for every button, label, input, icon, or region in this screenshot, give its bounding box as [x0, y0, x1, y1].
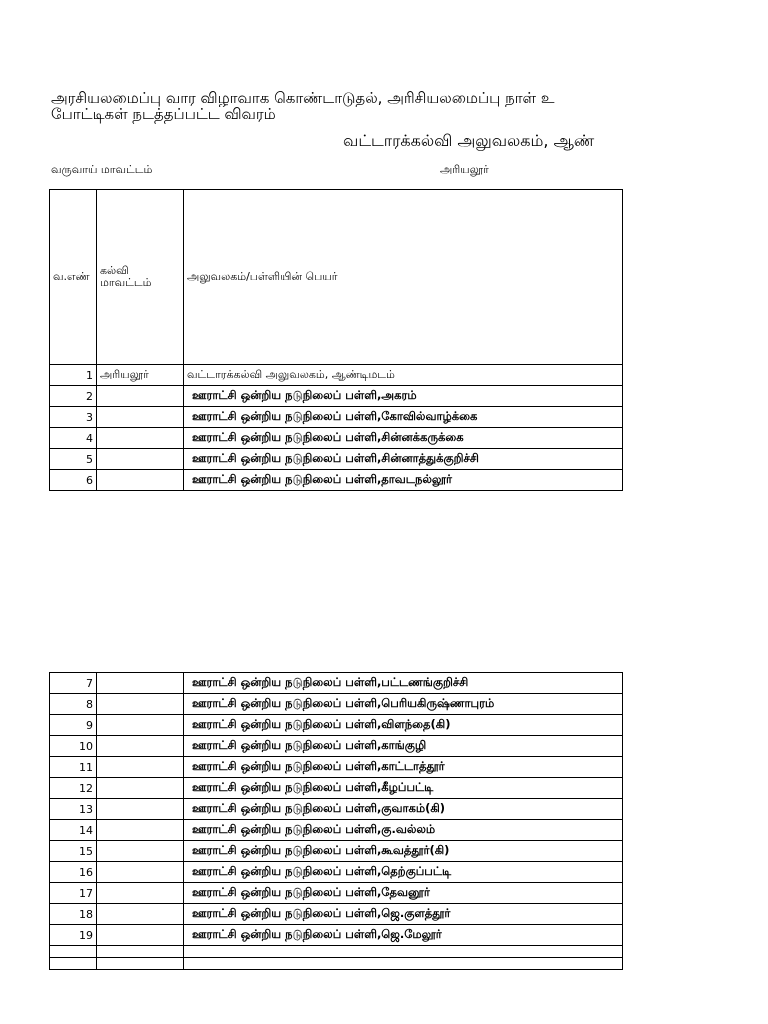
row-name: ஊராட்சி ஒன்றிய நடுநிலைப் பள்ளி,தெற்குப்பட்டி: [184, 862, 623, 883]
row-serial: 11: [50, 757, 97, 778]
table-row: [50, 407, 623, 428]
column-header-serial: வ.எண்: [50, 190, 97, 365]
row-name: ஊராட்சி ஒன்றிய நடுநிலைப் பள்ளி,பெரியகிருஷ்ணாபுரம்: [184, 694, 623, 715]
table-row: [50, 470, 623, 491]
revenue-district-label: வருவாய் மாவட்டம்: [51, 163, 153, 176]
row-district: [97, 449, 184, 470]
row-serial: 4: [50, 428, 97, 449]
row-name: ஊராட்சி ஒன்றிய நடுநிலைப் பள்ளி,ஜெ.குளத்தூர்: [184, 904, 623, 925]
row-serial: 5: [50, 449, 97, 470]
row-district: [97, 820, 184, 841]
row-name: ஊராட்சி ஒன்றிய நடுநிலைப் பள்ளி,அகரம்: [184, 386, 623, 407]
row-serial: 2: [50, 386, 97, 407]
row-name: ஊராட்சி ஒன்றிய நடுநிலைப் பள்ளி,தேவனூர்: [184, 883, 623, 904]
table-row: [50, 820, 623, 841]
row-name: வட்டாரக்கல்வி அலுவலகம், ஆண்டிமடம்: [184, 365, 623, 386]
row-name: ஊராட்சி ஒன்றிய நடுநிலைப் பள்ளி,தாவடநல்லூர்: [184, 470, 623, 491]
row-district: [97, 778, 184, 799]
row-district: [97, 757, 184, 778]
table-row: [50, 736, 623, 757]
row-serial: 3: [50, 407, 97, 428]
row-serial: 18: [50, 904, 97, 925]
row-serial: 8: [50, 694, 97, 715]
row-district: [97, 673, 184, 694]
schools-table-continued: [49, 672, 623, 970]
row-name: ஊராட்சி ஒன்றிய நடுநிலைப் பள்ளி,சின்னாத்துக்குறிச்சி: [184, 449, 623, 470]
row-district: [97, 470, 184, 491]
empty-cell: [184, 958, 623, 970]
row-district: [97, 428, 184, 449]
row-name: ஊராட்சி ஒன்றிய நடுநிலைப் பள்ளி,சின்னக்கருக்கை: [184, 428, 623, 449]
row-name: ஊராட்சி ஒன்றிய நடுநிலைப் பள்ளி,கூவத்தூர்(கி): [184, 841, 623, 862]
row-name: ஊராட்சி ஒன்றிய நடுநிலைப் பள்ளி,காட்டாத்தூர்: [184, 757, 623, 778]
empty-cell: [97, 958, 184, 970]
row-serial: 1: [50, 365, 97, 386]
row-district: அரியலூர்: [97, 365, 184, 386]
document-title-line1: அரசியலமைப்பு வார விழாவாக கொண்டாடுதல், அரிசியலமைப்பு நாள் உ: [51, 89, 555, 107]
table-row: [50, 365, 623, 386]
row-serial: 7: [50, 673, 97, 694]
table-row: [50, 386, 623, 407]
row-name: ஊராட்சி ஒன்றிய நடுநிலைப் பள்ளி,கு.வல்லம்: [184, 820, 623, 841]
row-name: ஊராட்சி ஒன்றிய நடுநிலைப் பள்ளி,கீழப்பட்டி: [184, 778, 623, 799]
row-serial: 12: [50, 778, 97, 799]
row-district: [97, 904, 184, 925]
table-row: [50, 428, 623, 449]
table-row-empty: [50, 958, 623, 970]
table-row: [50, 883, 623, 904]
row-district: [97, 407, 184, 428]
revenue-district-value: அரியலூர்: [440, 163, 489, 176]
row-district: [97, 799, 184, 820]
table-row: [50, 715, 623, 736]
row-serial: 9: [50, 715, 97, 736]
row-name: ஊராட்சி ஒன்றிய நடுநிலைப் பள்ளி,காங்குழி: [184, 736, 623, 757]
row-serial: 16: [50, 862, 97, 883]
table-row-empty: [50, 946, 623, 958]
row-name: ஊராட்சி ஒன்றிய நடுநிலைப் பள்ளி,கோவில்வாழ்க்கை: [184, 407, 623, 428]
document-title-line2: போட்டிகள் நடத்தப்பட்ட விவரம்: [51, 105, 276, 123]
row-district: [97, 862, 184, 883]
table-row: [50, 925, 623, 946]
empty-cell: [97, 946, 184, 958]
table-header-row: [50, 190, 623, 365]
row-district: [97, 925, 184, 946]
table-row: [50, 449, 623, 470]
row-name: ஊராட்சி ஒன்றிய நடுநிலைப் பள்ளி,விளந்தை(கி): [184, 715, 623, 736]
table-row: [50, 862, 623, 883]
table-row: [50, 841, 623, 862]
table-row: [50, 694, 623, 715]
row-serial: 17: [50, 883, 97, 904]
row-district: [97, 883, 184, 904]
row-serial: 15: [50, 841, 97, 862]
empty-cell: [50, 958, 97, 970]
table-row: [50, 904, 623, 925]
column-header-name: அலுவலகம்/பள்ளியின் பெயர்: [184, 190, 623, 365]
office-heading: வட்டாரக்கல்வி அலுவலகம், ஆண்: [343, 131, 595, 150]
row-serial: 10: [50, 736, 97, 757]
table-row: [50, 673, 623, 694]
row-district: [97, 841, 184, 862]
row-name: ஊராட்சி ஒன்றிய நடுநிலைப் பள்ளி,குவாகம்(கி): [184, 799, 623, 820]
row-serial: 6: [50, 470, 97, 491]
table-row: [50, 778, 623, 799]
row-name: ஊராட்சி ஒன்றிய நடுநிலைப் பள்ளி,ஜெ.மேலூர்: [184, 925, 623, 946]
row-serial: 13: [50, 799, 97, 820]
row-district: [97, 386, 184, 407]
row-name: ஊராட்சி ஒன்றிய நடுநிலைப் பள்ளி,பட்டணங்குறிச்சி: [184, 673, 623, 694]
row-district: [97, 736, 184, 757]
schools-table: [49, 189, 623, 491]
table-row: [50, 757, 623, 778]
column-header-district: கல்வி மாவட்டம்: [97, 190, 184, 365]
row-serial: 14: [50, 820, 97, 841]
row-district: [97, 694, 184, 715]
empty-cell: [50, 946, 97, 958]
row-district: [97, 715, 184, 736]
row-serial: 19: [50, 925, 97, 946]
table-row: [50, 799, 623, 820]
empty-cell: [184, 946, 623, 958]
